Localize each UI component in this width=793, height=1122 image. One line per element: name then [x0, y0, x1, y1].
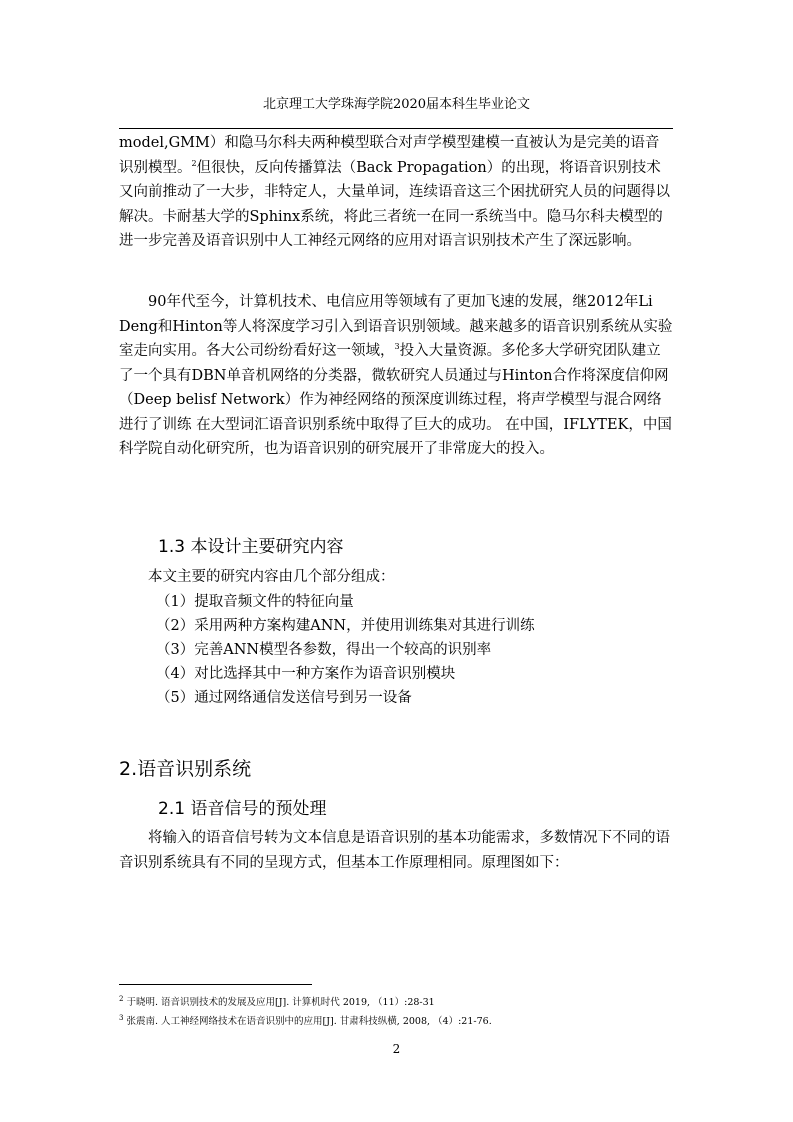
paragraph-preprocessing: 将输入的语音信号转为文本信息是语音识别的基本功能需求，多数情况下不同的语音识别系统具有不同的呈现方式，但基本工作原理相同。原理图如下：	[119, 830, 670, 871]
footnote-rule	[119, 984, 312, 985]
footnote-text: 于晓明. 语音识别技术的发展及应用[J]. 计算机时代 2019, （11）:28-31	[126, 997, 435, 1008]
research-content-list	[156, 590, 535, 710]
paragraph-text: 但很快，反向传播算法（Back Propagation）的出现，将语音识别技术又向前推动了一大步，非特定人，大量单词，连续语音这三个困扰研究人员的问题得以解决。卡耐基大学的Sphinx系统，将此三者统一在同一系统当中。隐马尔科夫模型的进一步完善及语音识别中人工神经元网络的应用对语言识别技术产生了深远影响。	[119, 159, 670, 249]
footnote-ref[interactable]: 3	[394, 342, 400, 351]
list-item: （4）对比选择其中一种方案作为语音识别模块	[156, 666, 456, 682]
paragraph-deep-learning	[119, 290, 673, 462]
section-intro: 本文主要的研究内容由几个部分组成：	[148, 569, 395, 585]
paragraph-text: model,GMM）和隐马尔科夫两种模型联合对声学模型建模一直被认为是完美的语音识别模型。	[119, 135, 660, 176]
footnote-mark: 2	[119, 995, 124, 1003]
footnote-text: 张震南. 人工神经网络技术在语音识别中的应用[J]. 甘肃科技纵横, 2008, （4）:21-76.	[126, 1016, 492, 1027]
paragraph-hmm-history	[119, 131, 673, 254]
chapter-heading-2: 2.语音识别系统	[119, 758, 252, 780]
footnote	[119, 1012, 673, 1031]
footnotes	[119, 993, 673, 1031]
footnote	[119, 993, 673, 1012]
paragraph-text: 投入大量资源。多伦多大学研究团队建立了一个具有DBN单音机网络的分类器，微软研究人员通过与Hinton合作将深度信仰网（Deep belisf Network）作为神经网络的预深度训练过程，将声学模型与混合网络进行了训练 在大型词汇语音识别系统中取得了巨大的成功。 在中国，IFLYTEK，中国科学院自动化研究所，也为语音识别的研究展开了非常庞大的投入。	[119, 343, 672, 457]
list-item: （5）通过网络通信发送信号到另一设备	[156, 690, 412, 706]
list-item: （1）提取音频文件的特征向量	[156, 594, 354, 610]
running-header: 北京理工大学珠海学院2020届本科生毕业论文	[262, 97, 531, 112]
footnote-ref[interactable]: 2	[191, 158, 197, 168]
list-item: （3）完善ANN模型各参数，得出一个较高的识别率	[156, 642, 492, 658]
footnote-mark: 3	[119, 1014, 124, 1022]
section-heading-2-1: 2.1 语音信号的预处理	[158, 799, 327, 819]
page-number: 2	[392, 1042, 401, 1056]
section-heading-1-3: 1.3 本设计主要研究内容	[158, 537, 344, 557]
header-rule	[119, 128, 673, 129]
paragraph-text: 90年代至今，计算机技术、电信应用等领域有了更加飞速的发展，继2012年Li Deng和Hinton等人将深度学习引入到语音识别领域。越来越多的语音识别系统从实验室走向实用。各大公司纷纷看好这一领域，	[119, 294, 673, 359]
list-item: （2）采用两种方案构建ANN，并使用训练集对其进行训练	[156, 618, 535, 634]
